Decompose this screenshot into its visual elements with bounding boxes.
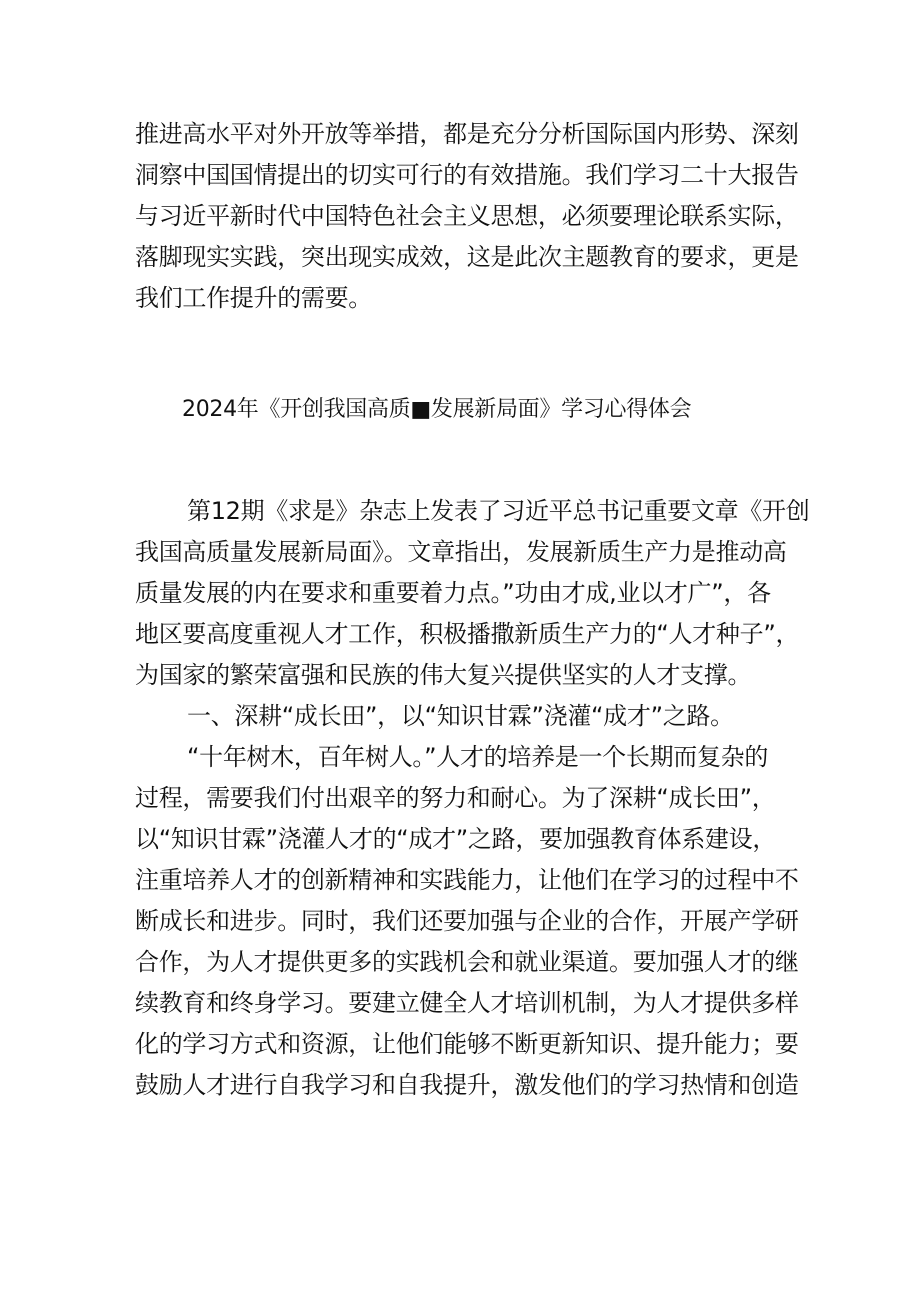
paragraph-line: 续教育和终身学习。要建立健全人才培训机制，为人才提供多样 bbox=[135, 989, 799, 1017]
paragraph-line: 推进高水平对外开放等举措，都是充分分析国际国内形势、深刻 bbox=[135, 120, 799, 148]
paragraph-line: 化的学习方式和资源，让他们能够不断更新知识、提升能力；要 bbox=[135, 1030, 799, 1058]
paragraph-line: 以“知识甘霖”浇灌人才的“成才”之路，要加强教育体系建设， bbox=[135, 825, 777, 853]
paragraph-line: 质量发展的内在要求和重要着力点。”功由才成,业以才广”，各 bbox=[135, 579, 771, 607]
paragraph-line: 地区要高度重视人才工作，积极播撒新质生产力的“人才种子”， bbox=[135, 620, 800, 648]
paragraph-line: 注重培养人才的创新精神和实践能力，让他们在学习的过程中不 bbox=[135, 866, 799, 894]
paragraph-line: 断成长和进步。同时，我们还要加强与企业的合作，开展产学研 bbox=[135, 907, 799, 935]
paragraph-line: 与习近平新时代中国特色社会主义思想，必须要理论联系实际， bbox=[135, 202, 799, 230]
paragraph-line: 为国家的繁荣富强和民族的伟大复兴提供坚实的人才支撑。 bbox=[135, 661, 752, 689]
paragraph-line: “十年树木，百年树人。”人才的培养是一个长期而复杂的 bbox=[187, 743, 769, 771]
paragraph-line: 我国高质量发展新局面》。文章指出，发展新质生产力是推动高 bbox=[135, 538, 787, 566]
paragraph-line: 落脚现实实践，突出现实成效，这是此次主题教育的要求，更是 bbox=[135, 243, 799, 271]
document-title: 2024年《开创我国高质■发展新局面》学习心得体会 bbox=[182, 397, 692, 422]
paragraph-line: 我们工作提升的需要。 bbox=[135, 284, 372, 312]
paragraph-line: 合作，为人才提供更多的实践机会和就业渠道。要加强人才的继 bbox=[135, 948, 799, 976]
section-heading: 一、深耕“成长田”，以“知识甘霖”浇灌“成才”之路。 bbox=[187, 702, 734, 730]
paragraph-line: 过程，需要我们付出艰辛的努力和耐心。为了深耕“成长田”， bbox=[135, 784, 776, 812]
paragraph-line: 鼓励人才进行自我学习和自我提升，激发他们的学习热情和创造 bbox=[135, 1071, 799, 1099]
paragraph-line: 第12期《求是》杂志上发表了习近平总书记重要文章《开创 bbox=[187, 497, 810, 525]
paragraph-line: 洞察中国国情提出的切实可行的有效措施。我们学习二十大报告 bbox=[135, 161, 799, 189]
